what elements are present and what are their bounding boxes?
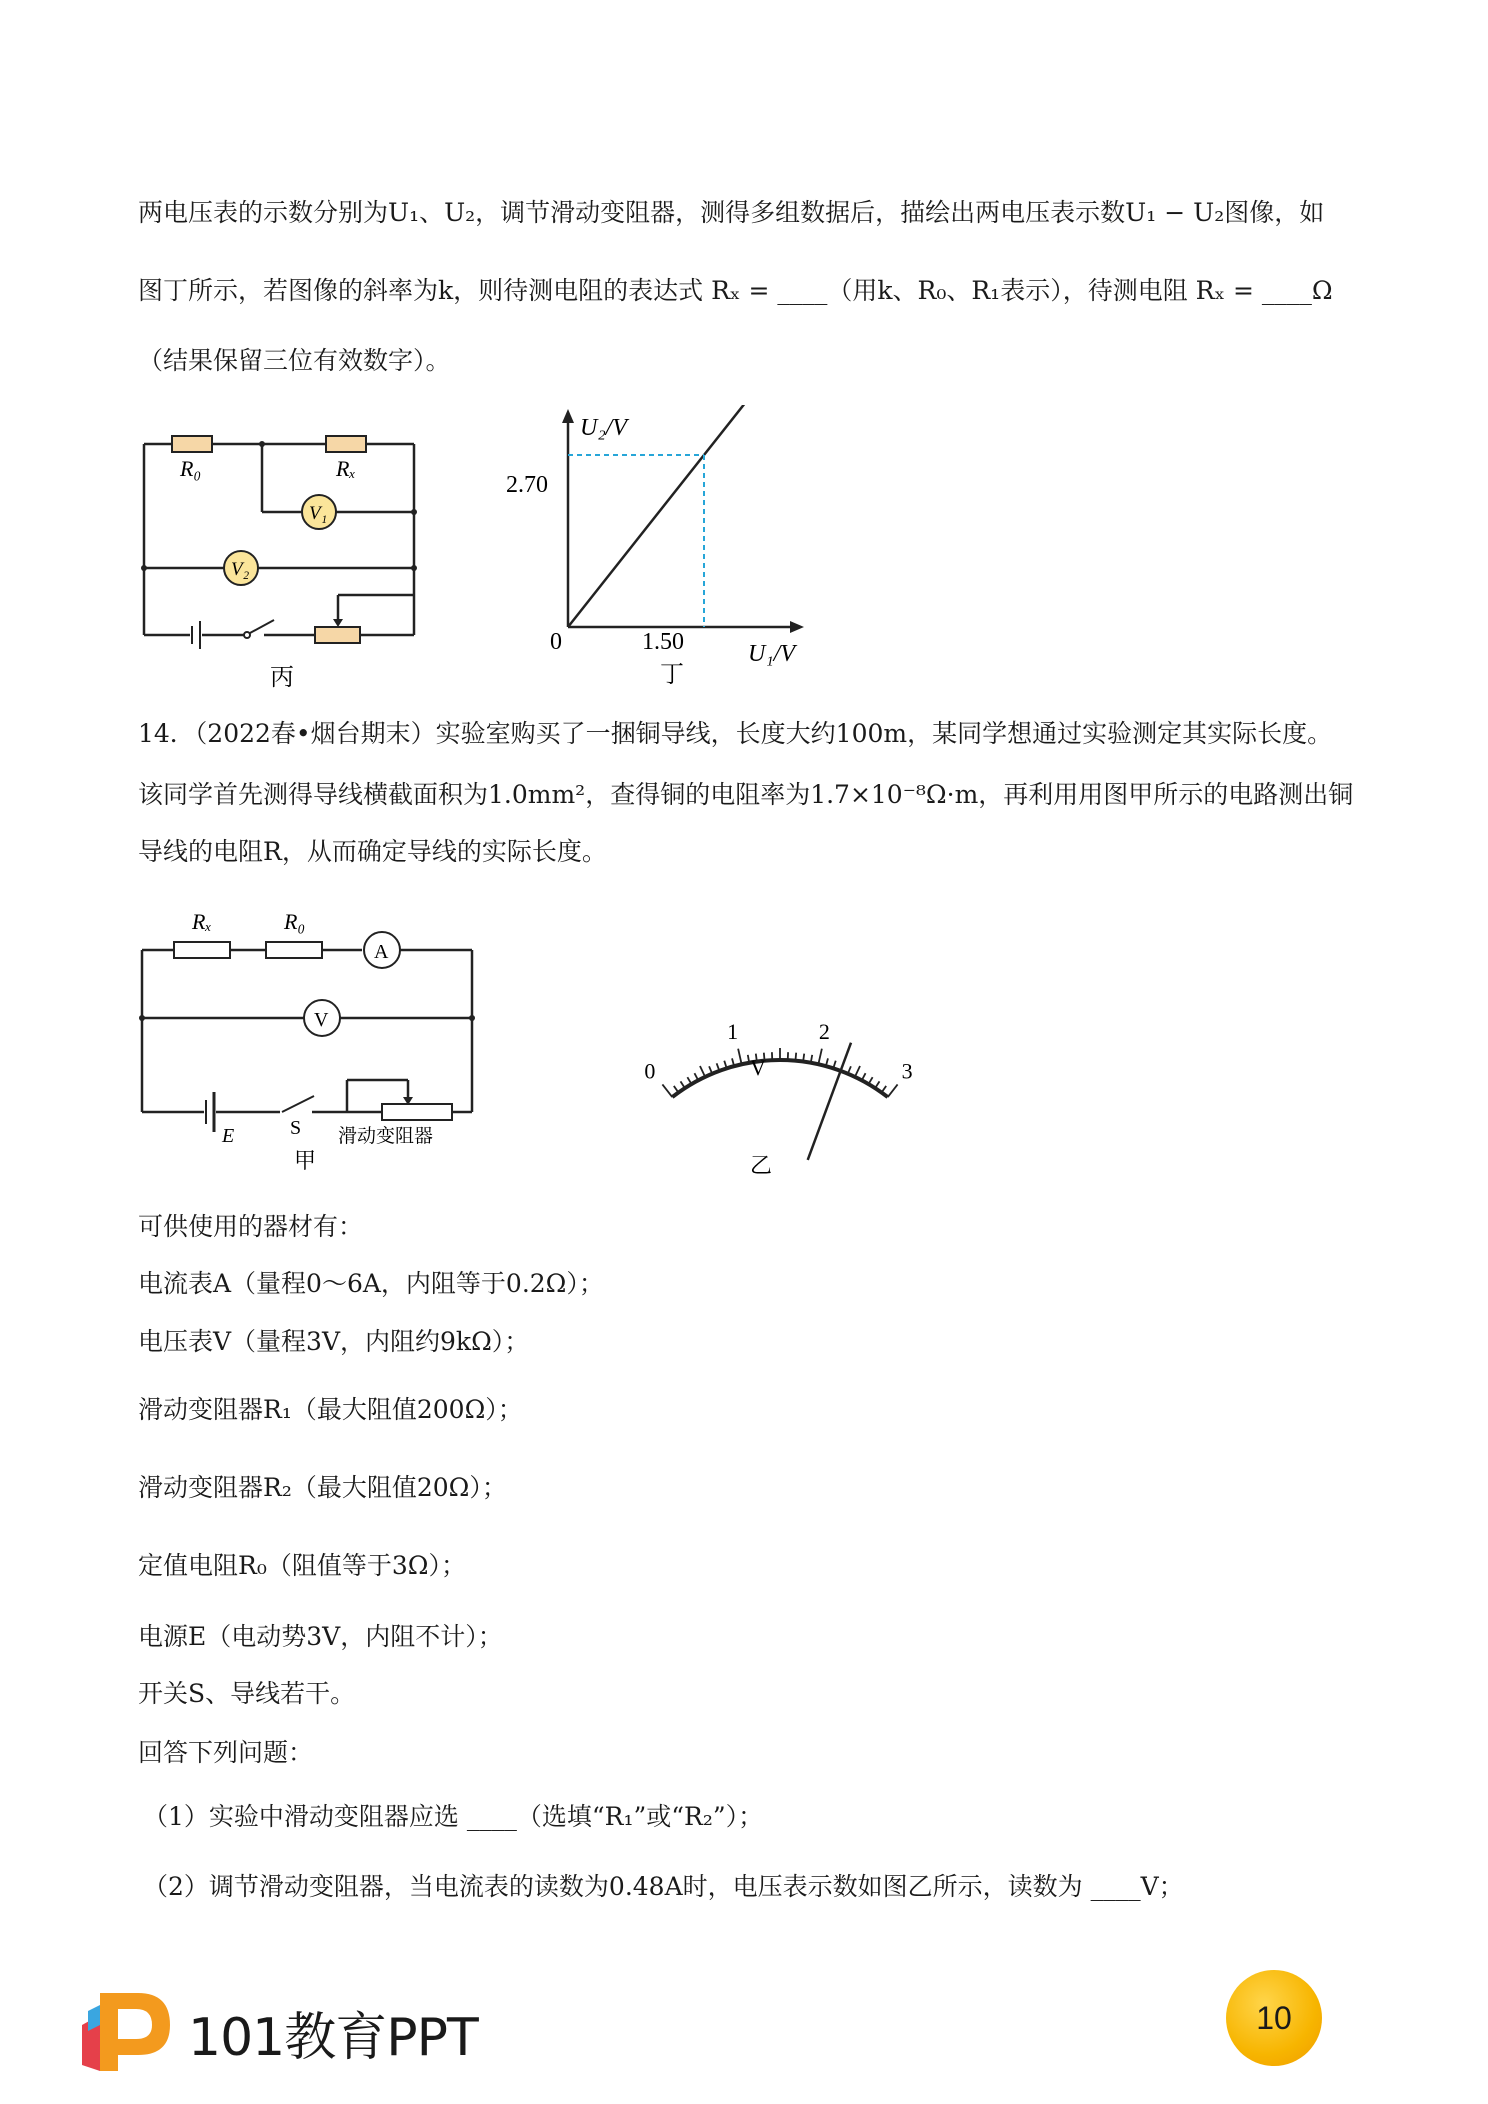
dial-tick: [674, 1086, 679, 1093]
q14-line-3: 导线的电阻R，从而确定导线的实际长度。: [138, 837, 607, 866]
material-item: 定值电阻R₀（阻值等于3Ω）；: [138, 1551, 466, 1580]
circuit-jia-figure: [132, 896, 492, 1176]
dial-needle: [808, 1043, 851, 1160]
graph-ding-figure: [500, 405, 820, 705]
dial-label-0: 0: [644, 1058, 656, 1084]
q14-line-2: 该同学首先测得导线横截面积为1.0mm²，查得铜的电阻率为1.7×10⁻⁸Ω·m，再利用用图甲所示的电路测出铜: [138, 780, 1354, 809]
rheostat: [382, 1104, 452, 1120]
material-item: 电流表A（量程0～6A，内阻等于0.2Ω）；: [138, 1269, 604, 1298]
material-item: 滑动变阻器R₁（最大阻值200Ω）；: [138, 1395, 523, 1424]
material-item: 电压表V（量程3V，内阻约9kΩ）；: [138, 1327, 530, 1356]
label-switch: S: [290, 1117, 302, 1139]
dial-tick: [795, 1053, 796, 1061]
dial-arc: [672, 1060, 887, 1097]
dial-tick: [700, 1066, 705, 1077]
q13-line-1: 两电压表的示数分别为U₁、U₂，调节滑动变阻器，测得多组数据后，描绘出两电压表示数U₁ − U₂图像，如: [138, 198, 1325, 227]
dial-tick: [738, 1049, 742, 1065]
resistor-r0: [172, 436, 212, 452]
caption-yi: 乙: [750, 1153, 773, 1178]
answer-q1: （1）实验中滑动变阻器应选 ____（选填“R₁”或“R₂”）；: [143, 1802, 764, 1831]
material-item: 开关S、导线若干。: [138, 1679, 356, 1708]
answers-intro: 回答下列问题：: [138, 1738, 314, 1767]
material-item: 滑动变阻器R₂（最大阻值20Ω）；: [138, 1473, 507, 1502]
label-r0: R₀: [180, 456, 202, 481]
q14-line-1: 14．（2022春•烟台期末）实验室购买了一捆铜导线，长度大约100m，某同学想通过实验测定其实际长度。: [138, 719, 1333, 748]
label-r0: R₀: [284, 909, 306, 934]
dial-tick: [818, 1049, 822, 1065]
resistor-rx: [174, 942, 230, 958]
x-axis-label: U₁/V: [748, 641, 796, 667]
q13-line-3: （结果保留三位有效数字）。: [138, 346, 451, 375]
origin-label: 0: [550, 629, 562, 655]
material-item: 电源E（电动势3V，内阻不计）；: [138, 1622, 503, 1651]
dial-tick: [855, 1066, 860, 1077]
label-ammeter: A: [374, 941, 389, 963]
dial-label-3: 3: [901, 1058, 913, 1084]
caption-jia: 甲: [294, 1148, 317, 1173]
dial-tick: [662, 1084, 672, 1097]
dial-tick: [882, 1086, 887, 1093]
y-tick-label: 2.70: [506, 472, 548, 498]
brand-name: 101教育PPT: [188, 2008, 478, 2068]
dial-label-2: 2: [818, 1019, 830, 1045]
label-voltmeter: V: [314, 1009, 329, 1031]
label-v1: V₁: [309, 503, 328, 524]
label-rheostat: 滑动变阻器: [338, 1126, 434, 1147]
label-v2: V₂: [231, 559, 250, 580]
resistor-r0: [266, 942, 322, 958]
circuit-bing-figure: [130, 420, 430, 700]
x-tick-label: 1.50: [642, 629, 684, 655]
voltmeter-dial-figure: [600, 935, 960, 1195]
dial-tick: [875, 1081, 879, 1088]
answer-q2: （2）调节滑动变阻器，当电流表的读数为0.48A时，电压表示数如图乙所示，读数为 ____V；: [143, 1872, 1184, 1901]
page-number-badge: 10: [1226, 1970, 1322, 2066]
materials-intro: 可供使用的器材有：: [138, 1212, 364, 1241]
rheostat: [315, 627, 360, 643]
label-rx: Rₓ: [192, 909, 212, 934]
label-battery: E: [222, 1125, 235, 1147]
q13-line-2: 图丁所示，若图像的斜率为k，则待测电阻的表达式 Rₓ = ____（用k、R₀、R₁表示），待测电阻 Rₓ = ____Ω: [138, 276, 1333, 305]
label-rx: Rₓ: [336, 456, 356, 481]
dial-label-1: 1: [727, 1019, 739, 1045]
caption-ding: 丁: [660, 662, 684, 688]
dial-tick: [681, 1081, 685, 1088]
dial-unit: V: [750, 1055, 766, 1080]
y-axis-label: U₂/V: [580, 415, 628, 441]
resistor-rx: [326, 436, 366, 452]
dial-tick: [803, 1054, 804, 1062]
caption-bing: 丙: [270, 665, 294, 691]
dial-tick: [888, 1084, 898, 1097]
